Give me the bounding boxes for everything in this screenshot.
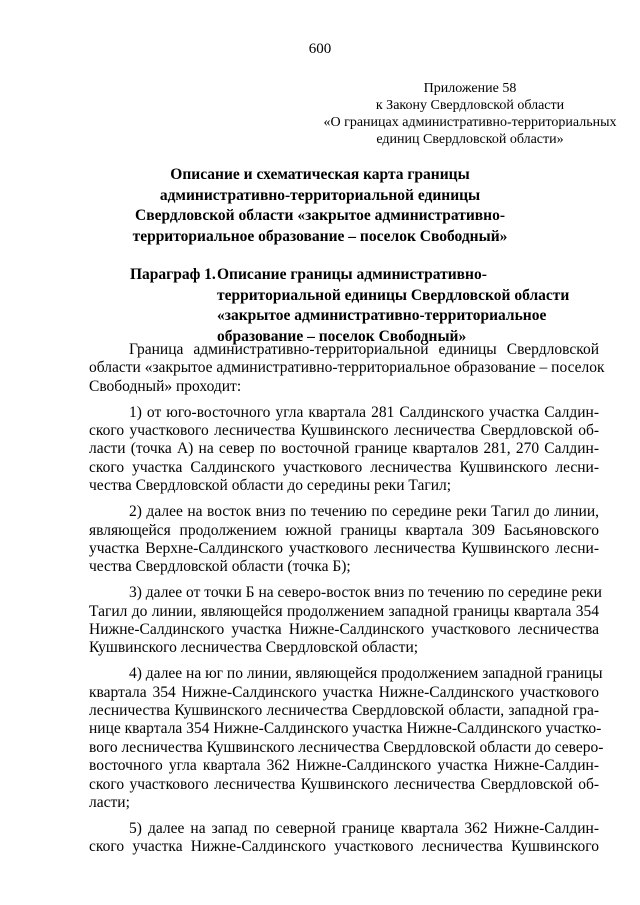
body-paragraph-point-3 <box>89 584 602 658</box>
text-line: ского участка Нижне-Салдинского участкового лесничества Кушвинского <box>89 838 599 856</box>
title-line: Свердловской области «закрытое административно- <box>135 207 505 224</box>
text-line: восточного угла квартала 362 Нижне-Салдинского участка Нижне-Салдин- <box>89 757 599 775</box>
text-line: ласти (точка А) на север по восточной границе кварталов 281, 270 Салдин- <box>89 440 599 458</box>
heading-line: «закрытое административно-территориальное <box>217 307 547 324</box>
body-paragraph-point-5 <box>89 820 599 857</box>
paragraph-heading-label: Параграф 1. <box>130 266 216 283</box>
text-line: участка Верхне-Салдинского участкового лесничества Кушвинского лесни- <box>89 539 599 557</box>
body-paragraph-point-2 <box>89 503 599 577</box>
text-line: ского участкового лесничества Кушвинского лесничества Свердловской об- <box>89 775 599 793</box>
text-line: чества Свердловской области до середины реки Тагил; <box>89 477 452 495</box>
text-line: 4) далее на юг по линии, являющейся продолжением западной границы <box>129 665 603 683</box>
text-line: 1) от юго-восточного угла квартала 281 Салдинского участка Салдин- <box>129 403 599 421</box>
heading-line: образование – поселок Свободный» <box>217 327 467 345</box>
appendix-line: единиц Свердловской области» <box>376 132 564 147</box>
text-line: области «закрытое административно-территориальное образование – поселок <box>89 359 605 377</box>
body-paragraph-intro <box>89 341 605 396</box>
paragraph-heading-text <box>217 265 569 347</box>
title-line: Описание и схематическая карта границы <box>170 166 470 183</box>
text-line: Свободный» проходит: <box>89 377 242 395</box>
appendix-line: «О границах административно-территориальных <box>323 115 617 130</box>
text-line: ского участкового лесничества Кушвинского лесничества Свердловской об- <box>89 422 599 440</box>
text-line: Граница административно-территориальной единицы Свердловской <box>129 341 599 358</box>
heading-line: территориальной единицы Свердловской области <box>217 286 570 304</box>
appendix-reference <box>300 80 640 148</box>
text-line: 3) далее от точки Б на северо-восток вниз по течению по середине реки <box>129 584 602 602</box>
appendix-line: к Закону Свердловской области <box>375 98 565 113</box>
body-paragraph-point-1 <box>89 404 599 496</box>
heading-line: Описание границы административно- <box>217 266 487 283</box>
text-line: Кушвинского лесничества Свердловской области; <box>89 639 419 657</box>
text-line: лесничества Кушвинского лесничества Свердловской области, западной гра- <box>89 702 599 720</box>
text-line: чества Свердловской области (точка Б); <box>89 558 351 576</box>
text-line: являющейся продолжением южной границы квартала 309 Басьяновского <box>89 521 599 539</box>
body-paragraph-point-4 <box>89 665 604 812</box>
text-line: 5) далее на запад по северной границе квартала 362 Нижне-Салдин- <box>129 819 599 837</box>
appendix-line: Приложение 58 <box>423 81 517 96</box>
text-line: 2) далее на восток вниз по течению по середине реки Тагил до линии, <box>129 503 599 521</box>
document-title <box>120 165 520 247</box>
body-text <box>89 341 605 864</box>
text-line: вого лесничества Кушвинского лесничества Свердловской области до северо- <box>89 738 604 756</box>
text-line: нице квартала 354 Нижне-Салдинского участка Нижне-Салдинского участко- <box>89 720 602 738</box>
text-line: Нижне-Салдинского участка Нижне-Салдинского участкового лесничества <box>89 620 599 638</box>
title-line: территориальное образование – поселок Свободный» <box>132 227 508 245</box>
text-line: ского участка Салдинского участкового лесничества Кушвинского лесни- <box>89 458 599 476</box>
text-line: Тагил до линии, являющейся продолжением западной границы квартала 354 <box>89 602 599 620</box>
page-number: 600 <box>308 41 332 57</box>
title-line: административно-территориальной единицы <box>159 186 481 204</box>
text-line: ласти; <box>89 793 130 811</box>
text-line: квартала 354 Нижне-Салдинского участка Нижне-Салдинского участкового <box>89 683 599 701</box>
